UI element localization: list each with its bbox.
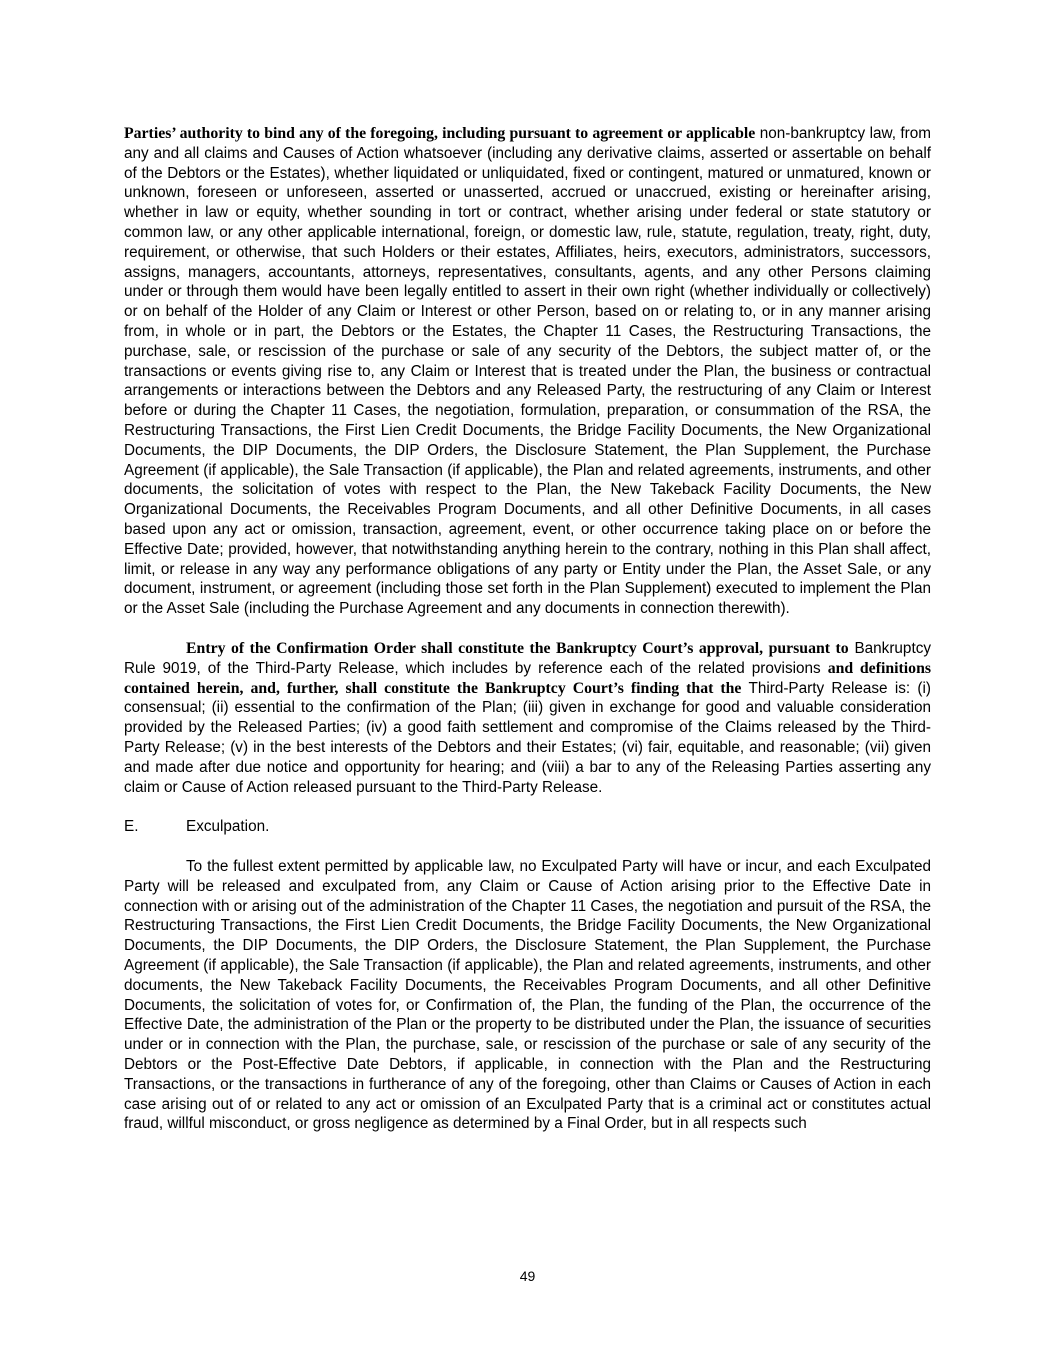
exculpation-paragraph: To the fullest extent permitted by applicable law, no Exculpated Party will have or incur, and each Exculpated Party will be released and exculpated from, any Claim or Cause of Action arising prior to the Effective Date in connection with or arising out of the administration of the Chapter 11 Cases, the negotiation and pursuit of the RSA, the Restructuring Transactions, the First Lien Credit Documents, the Bridge Facility Documents, the New Organizational Documents, the DIP Documents, the DIP Orders, the Disclosure Statement, the Plan Supplement, the Purchase Agreement (if applicable), the Sale Transaction (if applicable), the Plan and related agreements, instruments, and other documents, the New Takeback Facility Documents, the Receivables Program Documents, and all other Definitive Documents, the solicitation of votes for, or Confirmation of, the Plan, the funding of the Plan, the occurrence of the Effective Date, the administration of the Plan or the property to be distributed under the Plan, the issuance of securities under or in connection with the Plan, the purchase, sale, or rescission of the purchase or sale of any security of the Debtors or the Post-Effective Date Debtors, if applicable, in connection with the Plan and the Restructuring Transactions, or the transactions in furtherance of any of the foregoing, other than Claims or Causes of Action in each case arising out of or related to any act or omission of an Exculpated Party that is a criminal act or constitutes actual fraud, willful misconduct, or gross negligence as determined by a Final Order, but in all respects such xyxy=(124,858,931,1133)
release-paragraph-body: non-bankruptcy law, from any and all claims and Causes of Action whatsoever (including any derivative claims, asserted or assertable on behalf of the Debtors or the Estates), whether liquidated or unliquidated, fixed or contingent, matured or unmatured, known or unknown, foreseen or unforeseen, asserted or unasserted, accrued or unaccrued, existing or hereinafter arising, whether in law or equity, whether sounding in tort or contract, whether arising under federal or state statutory or common law, or any other applicable international, foreign, or domestic law, rule, statute, regulation, treaty, right, duty, requirement, or otherwise, that such Holders or their estates, Affiliates, heirs, executors, administrators, successors, assigns, managers, accountants, attorneys, representatives, consultants, agents, and any other Persons claiming under or through them would have been legally entitled to assert in their own right (whether individually or collectively) or on behalf of the Holder of any Claim or Interest or other Person, based on or relating to, or in any manner arising from, in whole or in part, the Debtors or the Estates, the Chapter 11 Cases, the Restructuring Transactions, the purchase, sale, or rescission of the purchase or sale of any security of the Debtors, the subject matter of, or the transactions or events giving rise to, any Claim or Interest that is treated under the Plan, the business or contractual arrangements or interactions between the Debtors and any Released Party, the restructuring of any Claim or Interest before or during the Chapter 11 Cases, the negotiation, formulation, preparation, or consummation of the RSA, the Restructuring Transactions, the First Lien Credit Documents, the Bridge Facility Documents, the New Organizational Documents, the DIP Documents, the DIP Orders, the Disclosure Statement, the Plan Supplement, the Purchase Agreement (if applicable), the Sale Transaction (if applicable), the Plan and related agreements, instruments, and other documents, the solicitation of votes with respect to the Plan, the New Takeback Facility Documents, the New Organizational Documents, the Receivables Program Documents, and all other Definitive Documents, in all cases based upon any act or omission, transaction, agreement, event, or other occurrence taking place on or before the Effective Date; provided, however, that notwithstanding anything herein to the contrary, nothing in this Plan shall affect, limit, or release in any way any performance obligations of any party or Entity under the Plan, the Asset Sale, or any document, instrument, or agreement (including those set forth in the Plan Supplement) executed to implement the Plan or the Asset Sale (including the Purchase Agreement and any documents in connection therewith). xyxy=(124,125,932,618)
document-page xyxy=(124,124,931,1134)
release-paragraph xyxy=(124,124,931,619)
section-title: Exculpation. xyxy=(186,818,270,836)
confirmation-order-text-1: Bankruptcy Rule 9019, of the Third-Party Release, which includes by reference each of the related provisions xyxy=(124,639,931,677)
release-paragraph-bold-lead: Parties’ authority to bind any of the foregoing, including pursuant to agreement or applicable xyxy=(124,125,756,142)
confirmation-order-text-2: Third-Party Release is: (i) consensual; (ii) essential to the confirmation of the Plan; (iii) given in exchange for good and valuable consideration provided by the Released Parties; (iv) a good faith settlement and compromise of the Claims released by the Third-Party Release; (v) in the best interests of the Debtors and their Estates; (vi) fair, equitable, and reasonable; (vii) given and made after due notice and opportunity for hearing; and (viii) a bar to any of the Releasing Parties asserting any claim or Cause of Action released pursuant to the Third-Party Release. xyxy=(124,679,932,796)
confirmation-order-bold-2: and definitions contained herein, and, further, shall constitute the Bankruptcy Court’s finding that the xyxy=(124,659,931,697)
page-number: 49 xyxy=(519,1268,536,1284)
confirmation-order-bold-1: Entry of the Confirmation Order shall constitute the Bankruptcy Court’s approval, pursuant to xyxy=(186,639,849,657)
confirmation-order-paragraph xyxy=(124,639,931,797)
section-heading-exculpation xyxy=(124,817,931,837)
section-number: E. xyxy=(124,818,139,836)
